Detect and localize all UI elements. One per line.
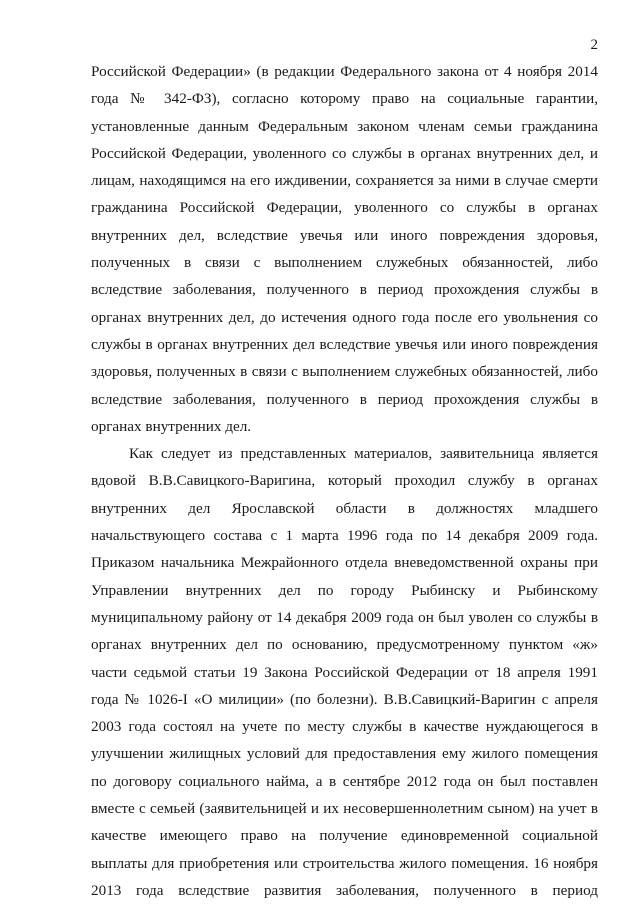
- paragraph: [91, 58, 598, 440]
- text-line: вдовой В.В.Савицкого-Варигина, который проходил службу в органах: [91, 472, 598, 490]
- text-line: лицам, находящимся на его иждивении, сохраняется за ними в случае смерти: [91, 172, 598, 190]
- text-line: Как следует из представленных материалов, заявительница является: [129, 445, 598, 463]
- text-line: части седьмой статьи 19 Закона Российской Федерации от 18 апреля 1991: [91, 663, 598, 681]
- text-line: вследствие заболевания, полученного в период прохождения службы в: [91, 390, 598, 408]
- text-line: полученных в связи с выполнением служебных обязанностей, либо: [91, 254, 598, 272]
- text-line: качестве имеющего право на получение единовременной социальной: [91, 827, 598, 845]
- text-line: года № 1026-I «О милиции» (по болезни). В.В.Савицкий-Варигин с апреля: [91, 690, 598, 708]
- text-line: Управлении внутренних дел по городу Рыбинску и Рыбинскому: [91, 581, 598, 599]
- text-line: службы в органах внутренних дел вследствие увечья или иного повреждения: [91, 335, 598, 353]
- text-line: внутренних дел Ярославской области в должностях младшего: [91, 499, 598, 517]
- text-line: вследствие заболевания, полученного в период прохождения службы в: [91, 281, 598, 299]
- text-line: 2013 года вследствие развития заболевания, полученного в период: [91, 881, 598, 899]
- text-line: улучшении жилищных условий для предоставления ему жилого помещения: [91, 745, 598, 763]
- text-line: выплаты для приобретения или строительства жилого помещения. 16 ноября: [91, 854, 598, 872]
- text-line: по договору социального найма, а в сентябре 2012 года он был поставлен: [91, 772, 598, 790]
- text-line: здоровья, полученных в связи с выполнением служебных обязанностей, либо: [91, 363, 598, 381]
- text-line: Приказом начальника Межрайонного отдела вневедомственной охраны при: [91, 554, 598, 572]
- text-line: гражданина Российской Федерации, уволенного со службы в органах: [91, 199, 598, 217]
- body-text: [91, 58, 598, 904]
- text-line: начальствующего состава с 1 марта 1996 года по 14 декабря 2009 года.: [91, 527, 598, 545]
- text-line: года № 342-ФЗ), согласно которому право на социальные гарантии,: [91, 90, 598, 108]
- text-line: Российской Федерации» (в редакции Федерального закона от 4 ноября 2014: [91, 63, 598, 80]
- text-line: установленные данным Федеральным законом членам семьи гражданина: [91, 117, 598, 135]
- text-line: органах внутренних дел, до истечения одного года после его увольнения со: [91, 308, 598, 326]
- text-line: Российской Федерации, уволенного со службы в органах внутренних дел, и: [91, 144, 598, 162]
- text-line: органах внутренних дел.: [91, 417, 252, 435]
- text-line: вместе с семьей (заявительницей и их несовершеннолетним сыном) на учет в: [91, 800, 598, 818]
- page-number: 2: [590, 37, 598, 53]
- text-line: 2003 года состоял на учете по месту службы в качестве нуждающегося в: [91, 718, 598, 736]
- text-line: муниципальному району от 14 декабря 2009 года он был уволен со службы в: [91, 608, 598, 626]
- text-line: внутренних дел, вследствие увечья или иного повреждения здоровья,: [91, 226, 598, 244]
- paragraph: [91, 440, 598, 904]
- text-line: органах внутренних дел по основанию, предусмотренному пунктом «ж»: [91, 636, 598, 654]
